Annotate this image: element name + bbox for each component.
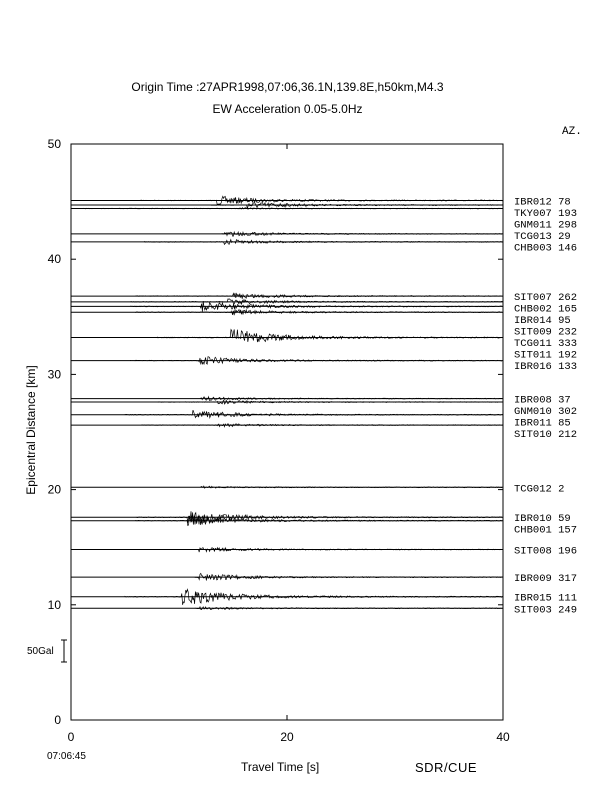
station-label: CHB001 157	[514, 524, 578, 537]
seismogram-trace	[136, 309, 502, 315]
station-label: TCG012 2	[514, 483, 565, 496]
seismogram-trace	[144, 240, 502, 245]
station-label: IBR009 317	[514, 573, 578, 586]
station-label: IBR010 59	[514, 513, 571, 526]
y-tick-label: 30	[47, 367, 61, 382]
seismogram-trace	[141, 196, 503, 204]
y-tick-label: 10	[47, 597, 61, 612]
station-label: SIT008 196	[514, 545, 578, 558]
station-label: SIT003 249	[514, 604, 578, 617]
station-label: TCG013 29	[514, 230, 571, 243]
seismogram-trace	[157, 400, 502, 404]
seismogram-trace	[157, 329, 502, 342]
axes	[48, 137, 510, 744]
station-label: SIT007 262	[514, 292, 578, 305]
seismogram-trace	[195, 573, 502, 580]
y-tick-label: 0	[54, 713, 61, 727]
y-tick-label: 40	[47, 252, 61, 267]
y-tick-label: 20	[47, 482, 61, 497]
x-tick-label: 40	[496, 730, 510, 744]
x-tick-label: 0	[67, 730, 75, 744]
start-time-label: 07:06:45	[47, 751, 86, 762]
y-tick-label: 50	[47, 137, 61, 151]
seismogram-trace	[201, 397, 503, 401]
station-label: CHB003 146	[514, 242, 578, 255]
seismogram-trace	[125, 410, 503, 418]
station-label: TCG011 333	[514, 338, 578, 351]
station-label: SIT010 212	[514, 429, 578, 442]
station-label: GNM011 298	[514, 219, 578, 232]
station-labels	[514, 196, 577, 616]
station-label: TKY007 193	[514, 207, 578, 220]
chart-title: Origin Time :27APR1998,07:06,36.1N,139.8E,h50km,M4.3	[131, 80, 444, 94]
plot-frame	[71, 144, 503, 720]
chart-subtitle: EW Acceleration 0.05-5.0Hz	[212, 102, 363, 116]
seismogram-trace	[157, 337, 502, 338]
scale-bar-label: 50Gal	[27, 646, 54, 657]
credit-label: SDR/CUE	[415, 760, 478, 775]
x-tick-label: 20	[280, 730, 294, 744]
station-label: GNM010 302	[514, 406, 578, 419]
station-label: CHB002 165	[514, 303, 578, 316]
x-axis-label: Travel Time [s]	[241, 760, 320, 774]
scale-bar	[61, 640, 67, 662]
station-label: IBR014 95	[514, 315, 571, 328]
station-label: IBR016 133	[514, 361, 578, 374]
station-label: IBR011 85	[514, 417, 571, 430]
station-label: IBR015 111	[514, 592, 578, 605]
azimuth-column-heading: AZ.	[562, 126, 582, 138]
seismogram-trace	[130, 357, 502, 365]
seismogram-traces	[71, 196, 503, 609]
station-label: SIT011 192	[514, 349, 578, 362]
seismogram-trace	[130, 299, 502, 304]
station-label: SIT009 232	[514, 326, 578, 339]
station-label: IBR008 37	[514, 394, 571, 407]
station-label: IBR012 78	[514, 196, 571, 209]
seismogram-trace	[136, 293, 502, 299]
y-axis-label: Epicentral Distance [km]	[24, 365, 38, 495]
